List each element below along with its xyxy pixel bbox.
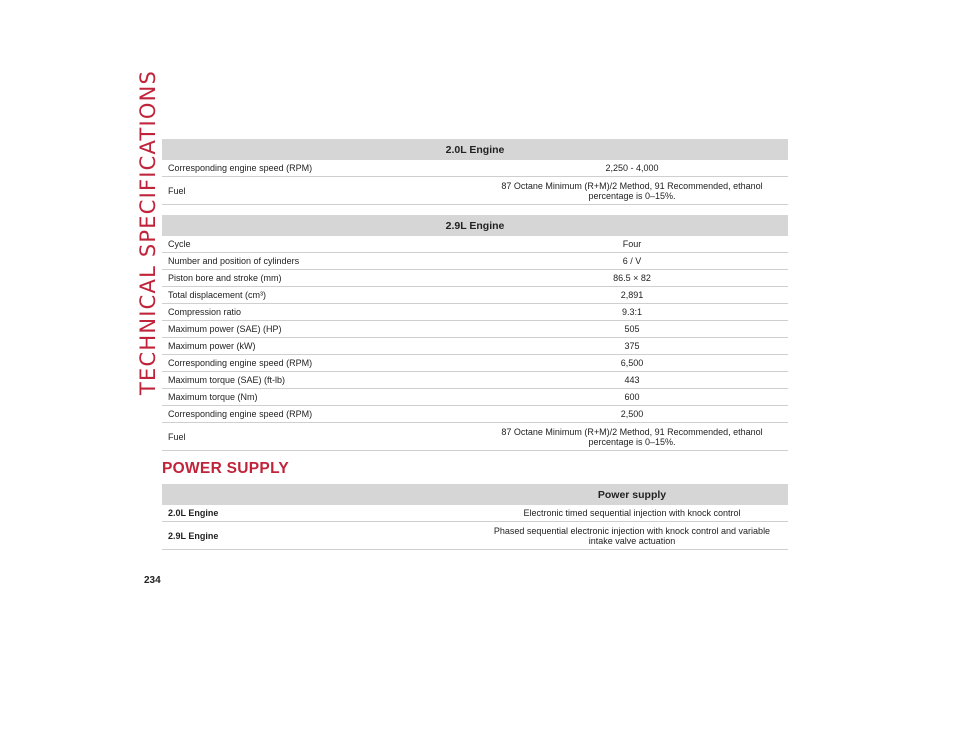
engine-2-0-spec-table (162, 139, 788, 205)
table-row (162, 389, 788, 406)
table-row (162, 304, 788, 321)
row-value: 87 Octane Minimum (R+M)/2 Method, 91 Recommended, ethanol percentage is 0–15%. (476, 177, 788, 205)
row-value: 443 (476, 372, 788, 389)
page-number: 234 (144, 575, 161, 586)
row-label: Fuel (162, 423, 476, 451)
row-value: 6 / V (476, 253, 788, 270)
row-value: 505 (476, 321, 788, 338)
table-row (162, 160, 788, 177)
row-label: 2.9L Engine (162, 522, 476, 550)
row-label: Cycle (162, 236, 476, 253)
row-label: Maximum power (SAE) (HP) (162, 321, 476, 338)
table-row (162, 321, 788, 338)
row-value: Four (476, 236, 788, 253)
table-header-row (162, 215, 788, 236)
power-supply-table (162, 484, 788, 550)
table-header-empty-cell (162, 484, 476, 505)
table-header: 2.9L Engine (162, 215, 788, 236)
row-value: 2,500 (476, 406, 788, 423)
row-label: Corresponding engine speed (RPM) (162, 406, 476, 423)
row-label: Maximum torque (Nm) (162, 389, 476, 406)
row-label: Maximum torque (SAE) (ft-lb) (162, 372, 476, 389)
row-label: Corresponding engine speed (RPM) (162, 355, 476, 372)
row-value: 375 (476, 338, 788, 355)
row-label: 2.0L Engine (162, 505, 476, 522)
table-header-row (162, 139, 788, 160)
table-header: 2.0L Engine (162, 139, 788, 160)
table-header: Power supply (476, 484, 788, 505)
row-value: 86.5 × 82 (476, 270, 788, 287)
row-value: 6,500 (476, 355, 788, 372)
side-section-title: TECHNICAL SPECIFICATIONS (136, 69, 160, 395)
row-label: Number and position of cylinders (162, 253, 476, 270)
row-label: Maximum power (kW) (162, 338, 476, 355)
row-label: Piston bore and stroke (mm) (162, 270, 476, 287)
row-value: 87 Octane Minimum (R+M)/2 Method, 91 Recommended, ethanol percentage is 0–15%. (476, 423, 788, 451)
row-value: 600 (476, 389, 788, 406)
table-row (162, 406, 788, 423)
row-value: Phased sequential electronic injection with knock control and variable intake valve actuation (476, 522, 788, 550)
table-row (162, 355, 788, 372)
table-row (162, 338, 788, 355)
row-label: Corresponding engine speed (RPM) (162, 160, 476, 177)
row-value: Electronic timed sequential injection with knock control (476, 505, 788, 522)
section-heading-power-supply: POWER SUPPLY (162, 460, 290, 477)
table-row (162, 522, 788, 550)
table-row (162, 236, 788, 253)
table-row (162, 372, 788, 389)
table-row (162, 287, 788, 304)
table-row (162, 423, 788, 451)
row-label: Fuel (162, 177, 476, 205)
table-row (162, 505, 788, 522)
row-value: 9.3:1 (476, 304, 788, 321)
table-row (162, 253, 788, 270)
row-label: Total displacement (cm³) (162, 287, 476, 304)
table-row (162, 270, 788, 287)
table-header-row (162, 484, 788, 505)
table-row (162, 177, 788, 205)
row-value: 2,891 (476, 287, 788, 304)
engine-2-9-spec-table (162, 215, 788, 451)
row-label: Compression ratio (162, 304, 476, 321)
row-value: 2,250 - 4,000 (476, 160, 788, 177)
